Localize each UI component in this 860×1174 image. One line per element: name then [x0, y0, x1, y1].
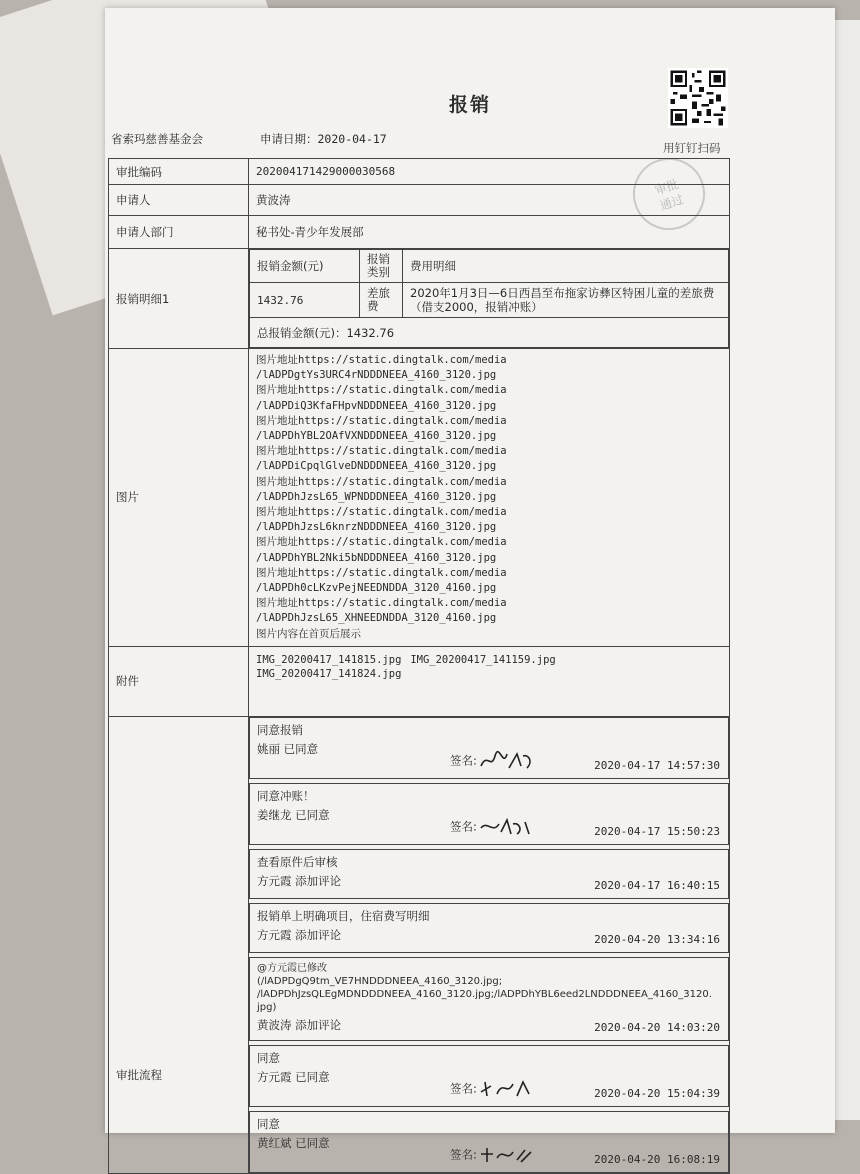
attachment-link[interactable]: IMG_20200417_141159.jpg — [410, 653, 556, 666]
attachment-link[interactable]: IMG_20200417_141815.jpg — [256, 653, 402, 666]
approval-step — [249, 783, 729, 845]
step-comment: 同意 — [257, 1050, 280, 1065]
picture-url-line: 图片地址https://static.dingtalk.com/media — [256, 597, 507, 610]
form-table — [108, 158, 730, 1174]
signature-field — [450, 1078, 537, 1100]
picture-url-line: 图片地址https://static.dingtalk.com/media — [256, 506, 507, 519]
step-actor: 姜继龙 已同意 — [257, 807, 330, 822]
picture-url-line: /lADPDhYBL2OAfVXNDDDNEEA_4160_3120.jpg — [256, 430, 497, 443]
signature-label: 签名: — [450, 819, 477, 834]
handwritten-signature — [477, 816, 537, 838]
handwritten-signature — [477, 750, 537, 772]
signature-label: 签名: — [450, 1147, 477, 1162]
flow-cell — [249, 716, 730, 1173]
detail-desc: 2020年1月3日—6日西昌至布拖家访彝区特困儿童的差旅费（借支2000，报销冲账） — [403, 283, 729, 318]
signature-field — [450, 750, 537, 772]
step-actor: 姚丽 已同意 — [257, 741, 319, 756]
picture-url-line: /lADPDgtYs3URC4rNDDDNEEA_4160_3120.jpg — [256, 369, 497, 382]
step-actor: 方元霞 添加评论 — [257, 927, 342, 942]
picture-url-line: /lADPDhJzsL65_WPNDDDNEEA_4160_3120.jpg — [256, 490, 497, 503]
attachments-cell — [249, 646, 730, 716]
handwritten-signature — [477, 1078, 537, 1100]
picture-url-line: /lADPDh0cLKzvPejNEEDNDDA_3120_4160.jpg — [256, 582, 497, 595]
picture-url-line: 图片地址https://static.dingtalk.com/media — [256, 475, 507, 488]
stamp-line-2: 通过 — [658, 192, 686, 213]
picture-url-line: 图片地址https://static.dingtalk.com/media — [256, 445, 507, 458]
dept-label: 申请人部门 — [109, 216, 249, 249]
picture-url-line: 图片地址https://static.dingtalk.com/media — [256, 414, 507, 427]
form-title: 报销 — [448, 94, 491, 116]
step-comment: 同意 — [257, 1116, 280, 1131]
picture-url-line: 图片地址https://static.dingtalk.com/media — [256, 536, 507, 549]
step-comment: 查看原件后审核 — [257, 854, 338, 869]
step-time: 2020-04-17 16:40:15 — [594, 878, 720, 892]
detail-amount: 1432.76 — [250, 283, 360, 318]
step-comment: 同意冲账！ — [257, 788, 315, 803]
approval-flow-list — [249, 717, 729, 1173]
picture-url-line: /lADPDiQ3KfaFHpvNDDDNEEA_4160_3120.jpg — [256, 399, 497, 412]
step-time: 2020-04-20 16:08:19 — [594, 1152, 720, 1166]
signature-label: 签名: — [450, 1081, 477, 1096]
organization-name: 省索玛慈善基金会 — [111, 132, 203, 146]
approval-step — [249, 1045, 729, 1107]
stamp-line-1: 审批 — [653, 176, 681, 198]
applicant-label: 申请人 — [109, 185, 249, 216]
approval-no-value: 202004171429000030568 — [249, 159, 730, 185]
pictures-cell — [249, 349, 730, 647]
approval-step — [249, 957, 729, 1041]
detail-category: 差旅费 — [360, 283, 403, 318]
detail-header-desc: 费用明细 — [403, 250, 729, 283]
dept-value: 秘书处-青少年发展部 — [249, 216, 730, 249]
reimbursement-form — [105, 8, 835, 1166]
picture-url-line: 图片地址https://static.dingtalk.com/media — [256, 354, 507, 366]
signature-label: 签名: — [450, 753, 477, 768]
picture-url-line: 图片地址https://static.dingtalk.com/media — [256, 384, 507, 397]
picture-url-line: /lADPDhJzsL6knrzNDDDNEEA_4160_3120.jpg — [256, 521, 497, 534]
approval-no-label: 审批编码 — [109, 159, 249, 185]
approval-step — [249, 903, 729, 953]
picture-url-list — [256, 353, 722, 642]
detail-cell — [249, 249, 730, 349]
step-time: 2020-04-17 14:57:30 — [594, 758, 720, 772]
step-comment: @方元霞已修改 (/lADPDgQ9tm_VE7HNDDDNEEA_4160_3120.jpg; /lADPDhJzsQLEgMDNDDDNEEA_4160_3120.jpg;/lADPDhYBL6eed2LNDDDNEEA_4160_3120. jpg) — [257, 962, 712, 1013]
picture-url-line: 图片地址https://static.dingtalk.com/media — [256, 566, 507, 579]
approval-step — [249, 849, 729, 899]
step-actor: 黄波涛 添加评论 — [257, 1017, 342, 1032]
step-time: 2020-04-20 13:34:16 — [594, 932, 720, 946]
flow-label: 审批流程 — [109, 716, 249, 1173]
signature-field — [450, 816, 537, 838]
apply-date: 申请日期：2020-04-17 — [260, 132, 387, 146]
picture-url-line: /lADPDhYBL2Nki5bNDDDNEEA_4160_3120.jpg — [256, 551, 497, 564]
picture-url-line: /lADPDhJzsL65_XHNEEDNDDA_3120_4160.jpg — [256, 612, 497, 625]
approval-step — [249, 717, 729, 779]
signature-field — [450, 1144, 537, 1166]
step-comment: 报销单上明确项目，住宿费写明细 — [257, 908, 430, 923]
handwritten-signature — [477, 1144, 537, 1166]
detail-table — [249, 249, 729, 348]
attachments-label: 附件 — [109, 646, 249, 716]
attachment-link[interactable]: IMG_20200417_141824.jpg — [256, 667, 402, 680]
step-time: 2020-04-20 14:03:20 — [594, 1020, 720, 1034]
detail-label: 报销明细1 — [109, 249, 249, 349]
step-time: 2020-04-20 15:04:39 — [594, 1086, 720, 1100]
applicant-value: 黄波涛 — [249, 185, 730, 216]
qr-caption: 用钉钉扫码 — [663, 141, 721, 155]
step-actor: 方元霞 添加评论 — [257, 873, 342, 888]
picture-url-line: /lADPDiCpqlGlveDNDDDNEEA_4160_3120.jpg — [256, 460, 497, 473]
step-actor: 黄红斌 已同意 — [257, 1135, 330, 1150]
qr-code-icon[interactable] — [668, 68, 728, 128]
step-comment: 同意报销 — [257, 722, 303, 737]
step-actor: 方元霞 已同意 — [257, 1069, 330, 1084]
pictures-label: 图片 — [109, 349, 249, 647]
approval-step — [249, 1111, 729, 1173]
detail-total: 总报销金额(元)：1432.76 — [250, 318, 729, 348]
detail-header-category: 报销类别 — [360, 250, 403, 283]
picture-url-line: 图片内容在首页后展示 — [256, 627, 361, 640]
step-time: 2020-04-17 15:50:23 — [594, 824, 720, 838]
detail-header-amount: 报销金额(元) — [250, 250, 360, 283]
